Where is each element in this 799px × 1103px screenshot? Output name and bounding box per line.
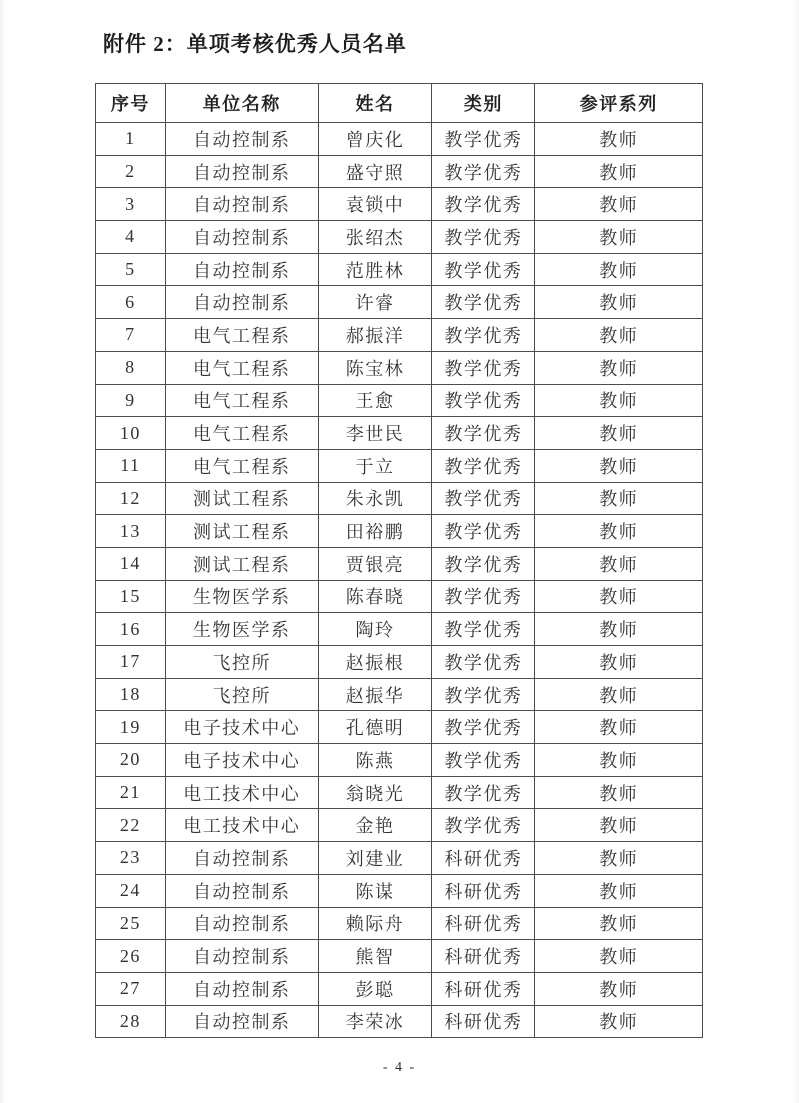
cell-person-name: 陶玲 (318, 613, 432, 646)
table-row (96, 972, 703, 1005)
cell-category: 教学优秀 (432, 711, 535, 744)
cell-person-name: 陈燕 (318, 744, 432, 777)
cell-person-name: 袁锁中 (318, 188, 432, 221)
cell-series: 教师 (535, 809, 703, 842)
cell-index: 4 (96, 221, 166, 254)
cell-unit-name: 测试工程系 (165, 515, 318, 548)
cell-unit-name: 电工技术中心 (165, 809, 318, 842)
cell-index: 10 (96, 417, 166, 450)
cell-index: 19 (96, 711, 166, 744)
cell-unit-name: 自动控制系 (165, 874, 318, 907)
cell-series: 教师 (535, 907, 703, 940)
cell-series: 教师 (535, 253, 703, 286)
cell-index: 28 (96, 1005, 166, 1038)
cell-unit-name: 自动控制系 (165, 253, 318, 286)
cell-category: 教学优秀 (432, 221, 535, 254)
cell-unit-name: 电工技术中心 (165, 776, 318, 809)
cell-index: 14 (96, 547, 166, 580)
cell-unit-name: 自动控制系 (165, 123, 318, 156)
cell-unit-name: 飞控所 (165, 646, 318, 679)
cell-category: 教学优秀 (432, 286, 535, 319)
cell-index: 22 (96, 809, 166, 842)
table-row (96, 776, 703, 809)
cell-series: 教师 (535, 351, 703, 384)
cell-unit-name: 自动控制系 (165, 221, 318, 254)
cell-category: 教学优秀 (432, 188, 535, 221)
cell-person-name: 盛守照 (318, 155, 432, 188)
cell-series: 教师 (535, 221, 703, 254)
table-row (96, 842, 703, 875)
table-row (96, 123, 703, 156)
cell-person-name: 彭聪 (318, 972, 432, 1005)
table-body (96, 123, 703, 1038)
cell-category: 科研优秀 (432, 972, 535, 1005)
cell-index: 11 (96, 449, 166, 482)
cell-unit-name: 测试工程系 (165, 547, 318, 580)
cell-person-name: 郝振洋 (318, 319, 432, 352)
cell-unit-name: 自动控制系 (165, 972, 318, 1005)
cell-category: 教学优秀 (432, 319, 535, 352)
cell-unit-name: 自动控制系 (165, 286, 318, 319)
cell-person-name: 曾庆化 (318, 123, 432, 156)
cell-category: 教学优秀 (432, 646, 535, 679)
cell-person-name: 刘建业 (318, 842, 432, 875)
table-row (96, 351, 703, 384)
table-row (96, 482, 703, 515)
cell-person-name: 孔德明 (318, 711, 432, 744)
cell-index: 13 (96, 515, 166, 548)
cell-unit-name: 自动控制系 (165, 907, 318, 940)
table-row (96, 286, 703, 319)
page-number: - 4 - (382, 1060, 417, 1076)
cell-category: 教学优秀 (432, 515, 535, 548)
cell-unit-name: 电气工程系 (165, 351, 318, 384)
cell-person-name: 朱永凯 (318, 482, 432, 515)
cell-series: 教师 (535, 646, 703, 679)
cell-category: 教学优秀 (432, 678, 535, 711)
table-row (96, 319, 703, 352)
col-header-unit: 单位名称 (165, 84, 318, 123)
cell-unit-name: 飞控所 (165, 678, 318, 711)
cell-index: 8 (96, 351, 166, 384)
cell-index: 16 (96, 613, 166, 646)
cell-person-name: 贾银亮 (318, 547, 432, 580)
cell-person-name: 熊智 (318, 940, 432, 973)
cell-person-name: 陈春晓 (318, 580, 432, 613)
cell-series: 教师 (535, 1005, 703, 1038)
table-row (96, 907, 703, 940)
cell-index: 2 (96, 155, 166, 188)
cell-category: 教学优秀 (432, 351, 535, 384)
cell-index: 6 (96, 286, 166, 319)
cell-index: 12 (96, 482, 166, 515)
cell-unit-name: 自动控制系 (165, 1005, 318, 1038)
table-row (96, 155, 703, 188)
cell-series: 教师 (535, 188, 703, 221)
cell-category: 教学优秀 (432, 155, 535, 188)
cell-index: 15 (96, 580, 166, 613)
cell-category: 教学优秀 (432, 613, 535, 646)
cell-index: 25 (96, 907, 166, 940)
cell-unit-name: 自动控制系 (165, 188, 318, 221)
cell-person-name: 于立 (318, 449, 432, 482)
cell-series: 教师 (535, 940, 703, 973)
table-row (96, 744, 703, 777)
table-row (96, 580, 703, 613)
table-row (96, 221, 703, 254)
cell-index: 26 (96, 940, 166, 973)
cell-unit-name: 电子技术中心 (165, 711, 318, 744)
cell-unit-name: 自动控制系 (165, 155, 318, 188)
cell-series: 教师 (535, 711, 703, 744)
cell-person-name: 李荣冰 (318, 1005, 432, 1038)
cell-series: 教师 (535, 874, 703, 907)
cell-category: 科研优秀 (432, 907, 535, 940)
cell-series: 教师 (535, 678, 703, 711)
cell-category: 科研优秀 (432, 874, 535, 907)
cell-index: 18 (96, 678, 166, 711)
cell-unit-name: 测试工程系 (165, 482, 318, 515)
table-row (96, 253, 703, 286)
table-row (96, 678, 703, 711)
cell-series: 教师 (535, 744, 703, 777)
cell-index: 5 (96, 253, 166, 286)
cell-category: 教学优秀 (432, 417, 535, 450)
table-row (96, 711, 703, 744)
cell-category: 教学优秀 (432, 482, 535, 515)
cell-person-name: 赵振华 (318, 678, 432, 711)
table-row (96, 940, 703, 973)
cell-unit-name: 电气工程系 (165, 319, 318, 352)
cell-person-name: 张绍杰 (318, 221, 432, 254)
cell-index: 27 (96, 972, 166, 1005)
col-header-category: 类别 (432, 84, 535, 123)
cell-index: 20 (96, 744, 166, 777)
table-row (96, 613, 703, 646)
table-row (96, 417, 703, 450)
cell-category: 科研优秀 (432, 1005, 535, 1038)
cell-series: 教师 (535, 580, 703, 613)
cell-unit-name: 生物医学系 (165, 580, 318, 613)
cell-unit-name: 生物医学系 (165, 613, 318, 646)
cell-category: 教学优秀 (432, 123, 535, 156)
cell-series: 教师 (535, 123, 703, 156)
cell-category: 教学优秀 (432, 744, 535, 777)
table-row (96, 1005, 703, 1038)
table-row (96, 188, 703, 221)
cell-series: 教师 (535, 286, 703, 319)
cell-index: 23 (96, 842, 166, 875)
cell-category: 教学优秀 (432, 449, 535, 482)
cell-index: 17 (96, 646, 166, 679)
cell-series: 教师 (535, 613, 703, 646)
cell-person-name: 陈谋 (318, 874, 432, 907)
cell-index: 21 (96, 776, 166, 809)
cell-index: 1 (96, 123, 166, 156)
cell-series: 教师 (535, 417, 703, 450)
cell-index: 9 (96, 384, 166, 417)
cell-person-name: 田裕鹏 (318, 515, 432, 548)
cell-person-name: 金艳 (318, 809, 432, 842)
cell-index: 7 (96, 319, 166, 352)
cell-category: 教学优秀 (432, 547, 535, 580)
table-row (96, 809, 703, 842)
cell-person-name: 李世民 (318, 417, 432, 450)
col-header-series: 参评系列 (535, 84, 703, 123)
cell-unit-name: 电气工程系 (165, 449, 318, 482)
cell-person-name: 范胜林 (318, 253, 432, 286)
cell-category: 科研优秀 (432, 842, 535, 875)
cell-person-name: 翁晓光 (318, 776, 432, 809)
col-header-index: 序号 (96, 84, 166, 123)
cell-series: 教师 (535, 547, 703, 580)
table-row (96, 515, 703, 548)
cell-series: 教师 (535, 449, 703, 482)
cell-unit-name: 自动控制系 (165, 842, 318, 875)
cell-person-name: 许睿 (318, 286, 432, 319)
cell-unit-name: 自动控制系 (165, 940, 318, 973)
table-header-row (96, 84, 703, 123)
cell-series: 教师 (535, 776, 703, 809)
table-row (96, 874, 703, 907)
cell-category: 教学优秀 (432, 776, 535, 809)
cell-category: 教学优秀 (432, 580, 535, 613)
col-header-name: 姓名 (318, 84, 432, 123)
cell-unit-name: 电子技术中心 (165, 744, 318, 777)
cell-series: 教师 (535, 515, 703, 548)
cell-index: 24 (96, 874, 166, 907)
cell-series: 教师 (535, 482, 703, 515)
cell-person-name: 赵振根 (318, 646, 432, 679)
cell-series: 教师 (535, 384, 703, 417)
cell-index: 3 (96, 188, 166, 221)
cell-series: 教师 (535, 155, 703, 188)
cell-person-name: 陈宝林 (318, 351, 432, 384)
page-title: 附件 2：单项考核优秀人员名单 (103, 32, 407, 56)
cell-series: 教师 (535, 842, 703, 875)
table-row (96, 384, 703, 417)
cell-category: 教学优秀 (432, 809, 535, 842)
cell-category: 教学优秀 (432, 253, 535, 286)
cell-category: 科研优秀 (432, 940, 535, 973)
personnel-table (95, 83, 703, 1038)
cell-person-name: 赖际舟 (318, 907, 432, 940)
cell-category: 教学优秀 (432, 384, 535, 417)
table-row (96, 646, 703, 679)
cell-unit-name: 电气工程系 (165, 384, 318, 417)
cell-person-name: 王愈 (318, 384, 432, 417)
cell-series: 教师 (535, 319, 703, 352)
cell-series: 教师 (535, 972, 703, 1005)
cell-unit-name: 电气工程系 (165, 417, 318, 450)
table-row (96, 547, 703, 580)
table-row (96, 449, 703, 482)
